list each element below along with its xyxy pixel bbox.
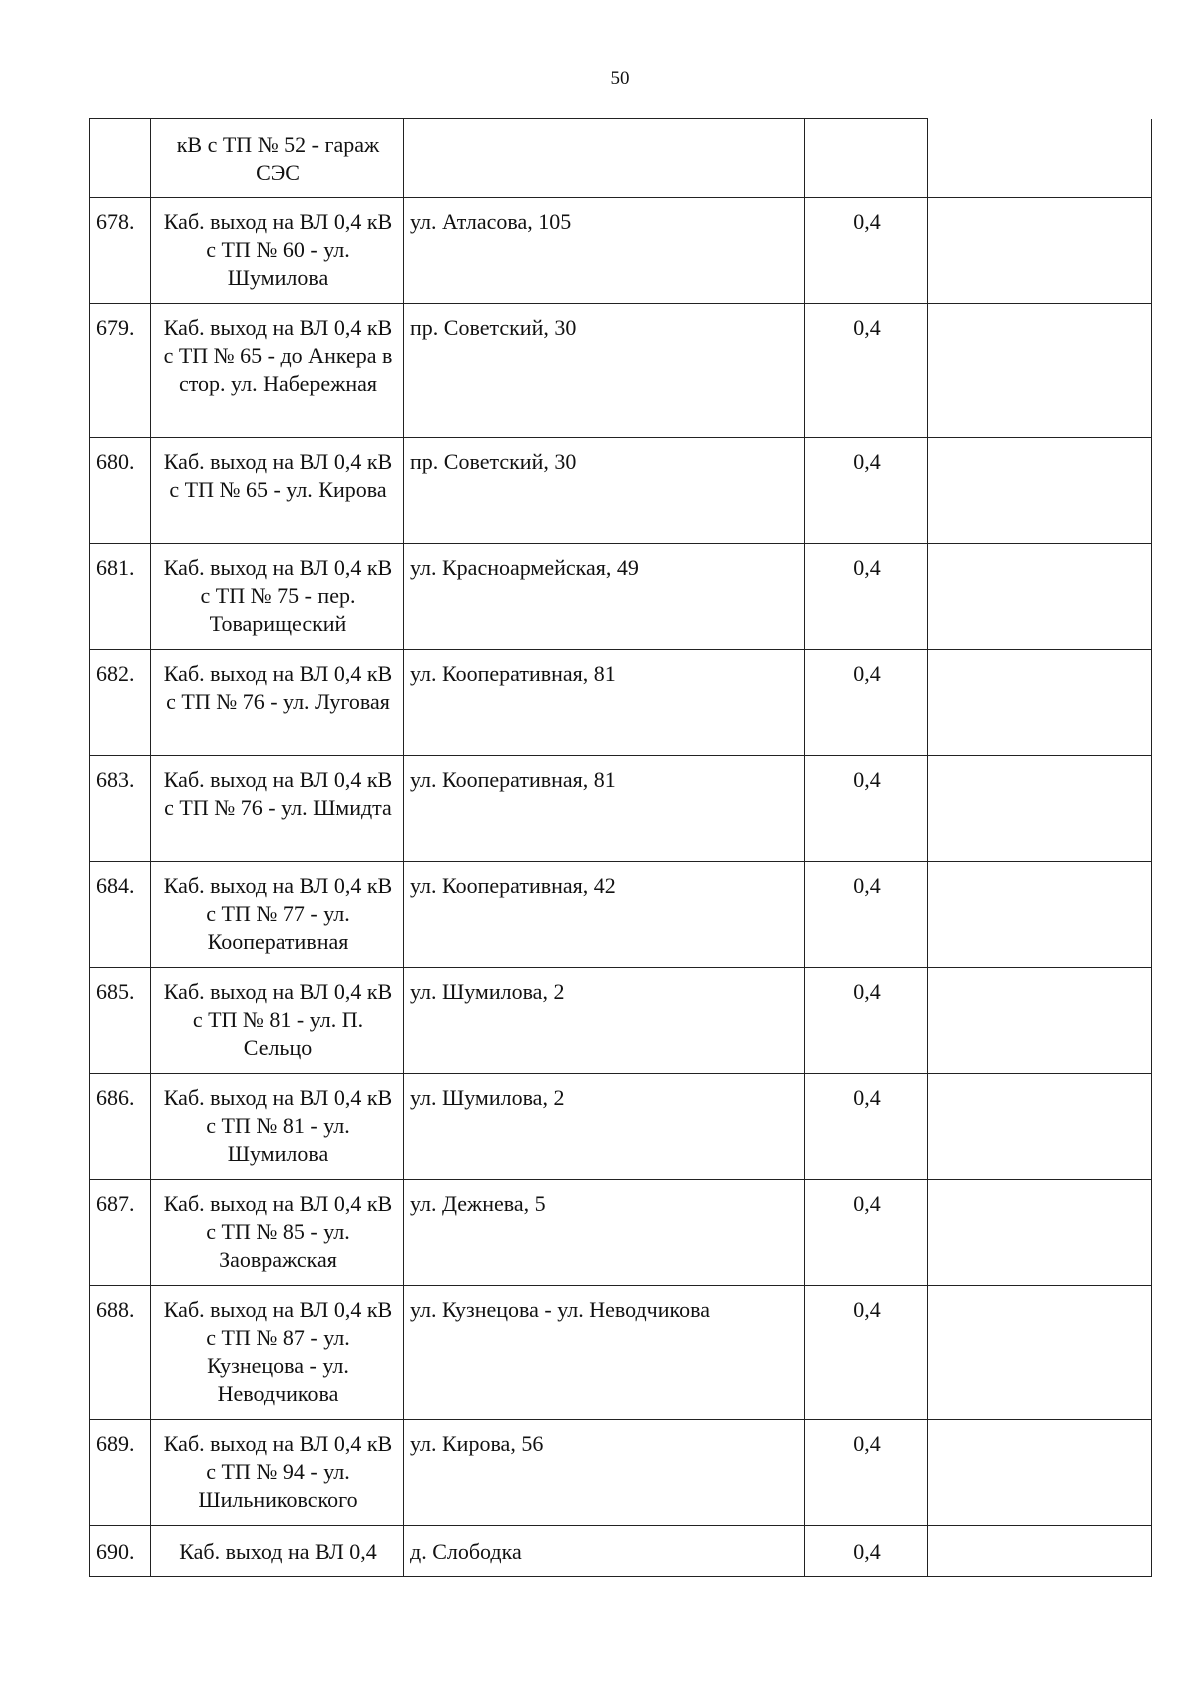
row-extra-cell: [928, 1074, 1152, 1180]
row-name-cell: Каб. выход на ВЛ 0,4: [151, 1526, 404, 1577]
table-row: [90, 1420, 1152, 1526]
row-address-cell: ул. Атласова, 105: [404, 198, 805, 304]
table-row: [90, 1180, 1152, 1286]
table-row: [90, 198, 1152, 304]
row-number-cell: 678.: [90, 198, 151, 304]
row-number-cell: 687.: [90, 1180, 151, 1286]
row-extra-cell: [928, 304, 1152, 438]
row-address-cell: ул. Кузнецова - ул. Неводчикова: [404, 1286, 805, 1420]
row-address-cell: ул. Кирова, 56: [404, 1420, 805, 1526]
table-row: [90, 119, 1152, 198]
row-name-cell: Каб. выход на ВЛ 0,4 кВ с ТП № 77 - ул. Кооперативная: [151, 862, 404, 968]
row-extra-cell: [928, 1180, 1152, 1286]
row-voltage-cell: 0,4: [805, 438, 928, 544]
row-extra-cell: [928, 544, 1152, 650]
row-name-cell: Каб. выход на ВЛ 0,4 кВ с ТП № 81 - ул. П. Сельцо: [151, 968, 404, 1074]
row-voltage-cell: 0,4: [805, 544, 928, 650]
row-name-cell: Каб. выход на ВЛ 0,4 кВ с ТП № 76 - ул. Шмидта: [151, 756, 404, 862]
row-name-cell: Каб. выход на ВЛ 0,4 кВ с ТП № 85 - ул. Заовражская: [151, 1180, 404, 1286]
row-extra-cell: [928, 438, 1152, 544]
row-extra-cell: [928, 756, 1152, 862]
row-voltage-cell: 0,4: [805, 968, 928, 1074]
row-number-cell: 683.: [90, 756, 151, 862]
table-row: [90, 756, 1152, 862]
row-name-cell: Каб. выход на ВЛ 0,4 кВ с ТП № 75 - пер. Товарищеский: [151, 544, 404, 650]
row-voltage-cell: 0,4: [805, 1286, 928, 1420]
table-row: [90, 650, 1152, 756]
row-number-cell: 682.: [90, 650, 151, 756]
row-address-cell: ул. Кооперативная, 81: [404, 650, 805, 756]
table-row: [90, 438, 1152, 544]
row-voltage-cell: 0,4: [805, 198, 928, 304]
table-row: [90, 1074, 1152, 1180]
row-extra-cell: [928, 119, 1152, 198]
row-voltage-cell: 0,4: [805, 1180, 928, 1286]
row-voltage-cell: 0,4: [805, 862, 928, 968]
row-extra-cell: [928, 1286, 1152, 1420]
row-voltage-cell: 0,4: [805, 756, 928, 862]
table-row: [90, 968, 1152, 1074]
row-name-cell: Каб. выход на ВЛ 0,4 кВ с ТП № 87 - ул. Кузнецова - ул. Неводчикова: [151, 1286, 404, 1420]
row-number-cell: 680.: [90, 438, 151, 544]
row-name-cell: Каб. выход на ВЛ 0,4 кВ с ТП № 94 - ул. Шильниковского: [151, 1420, 404, 1526]
row-address-cell: ул. Дежнева, 5: [404, 1180, 805, 1286]
row-address-cell: ул. Кооперативная, 42: [404, 862, 805, 968]
table-row: [90, 304, 1152, 438]
row-voltage-cell: 0,4: [805, 304, 928, 438]
row-address-cell: ул. Красноармейская, 49: [404, 544, 805, 650]
table-row: [90, 1286, 1152, 1420]
row-extra-cell: [928, 1526, 1152, 1577]
row-name-cell: Каб. выход на ВЛ 0,4 кВ с ТП № 65 - ул. Кирова: [151, 438, 404, 544]
table-row: [90, 1526, 1152, 1577]
row-voltage-cell: 0,4: [805, 650, 928, 756]
row-name-cell: Каб. выход на ВЛ 0,4 кВ с ТП № 81 - ул. Шумилова: [151, 1074, 404, 1180]
row-extra-cell: [928, 968, 1152, 1074]
page-number: 50: [610, 68, 630, 89]
row-name-cell: Каб. выход на ВЛ 0,4 кВ с ТП № 65 - до Анкера в стор. ул. Набережная: [151, 304, 404, 438]
registry-table: [89, 118, 1152, 1577]
row-number-cell: 681.: [90, 544, 151, 650]
row-voltage-cell: 0,4: [805, 1420, 928, 1526]
row-number-cell: 690.: [90, 1526, 151, 1577]
row-extra-cell: [928, 862, 1152, 968]
row-number-cell: 684.: [90, 862, 151, 968]
row-address-cell: ул. Шумилова, 2: [404, 968, 805, 1074]
table-row: [90, 544, 1152, 650]
row-number-cell: 686.: [90, 1074, 151, 1180]
row-extra-cell: [928, 650, 1152, 756]
row-voltage-cell: [805, 119, 928, 198]
row-address-cell: ул. Шумилова, 2: [404, 1074, 805, 1180]
row-name-cell: кВ с ТП № 52 - гараж СЭС: [151, 119, 404, 198]
row-name-cell: Каб. выход на ВЛ 0,4 кВ с ТП № 60 - ул. Шумилова: [151, 198, 404, 304]
row-address-cell: [404, 119, 805, 198]
row-voltage-cell: 0,4: [805, 1074, 928, 1180]
row-number-cell: 685.: [90, 968, 151, 1074]
row-name-cell: Каб. выход на ВЛ 0,4 кВ с ТП № 76 - ул. Луговая: [151, 650, 404, 756]
row-number-cell: [90, 119, 151, 198]
row-voltage-cell: 0,4: [805, 1526, 928, 1577]
row-extra-cell: [928, 1420, 1152, 1526]
row-number-cell: 679.: [90, 304, 151, 438]
row-number-cell: 688.: [90, 1286, 151, 1420]
table-row: [90, 862, 1152, 968]
row-address-cell: д. Слободка: [404, 1526, 805, 1577]
row-address-cell: пр. Советский, 30: [404, 438, 805, 544]
row-address-cell: ул. Кооперативная, 81: [404, 756, 805, 862]
row-address-cell: пр. Советский, 30: [404, 304, 805, 438]
row-number-cell: 689.: [90, 1420, 151, 1526]
row-extra-cell: [928, 198, 1152, 304]
